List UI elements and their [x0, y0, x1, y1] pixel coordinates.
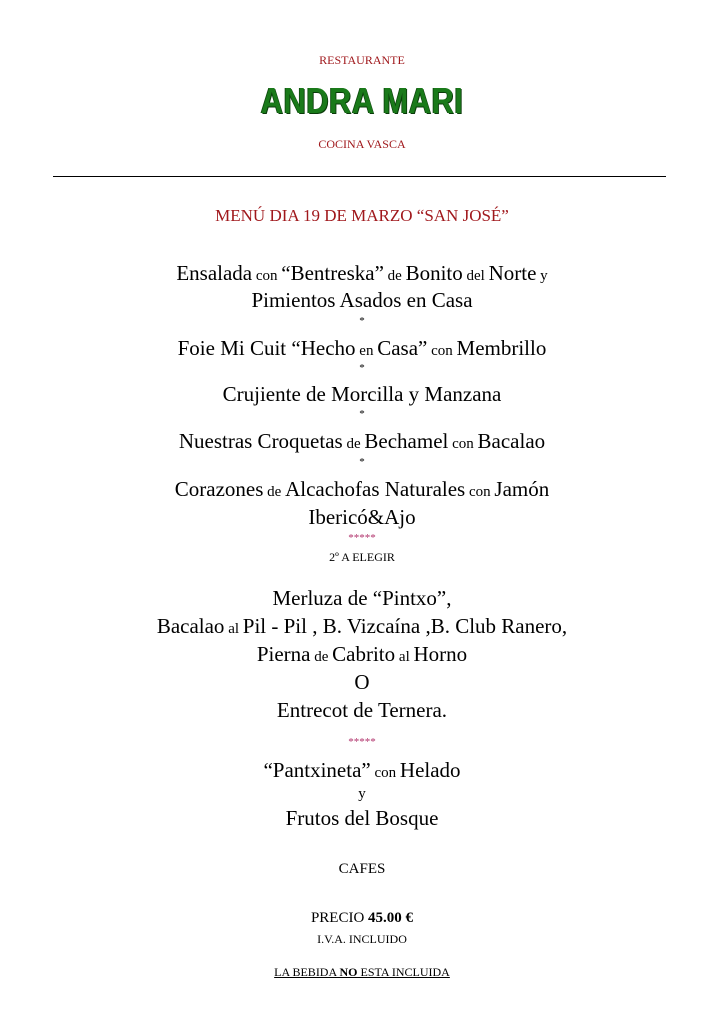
price-label: PRECIO — [310, 910, 369, 926]
separator-star: * — [359, 456, 365, 468]
section-divider-stars: ***** — [348, 532, 376, 544]
restaurant-subtitle: COCINA VASCA — [318, 137, 406, 151]
dessert-pantxineta: “Pantxineta” con Helado — [263, 758, 461, 782]
second-course-label: 2º A ELEGIR — [329, 550, 395, 564]
separator-star: * — [359, 362, 365, 374]
iva-note: I.V.A. INCLUIDO — [317, 932, 407, 946]
dessert-and: y — [358, 786, 366, 802]
cafes-label: CAFES — [338, 861, 386, 877]
dessert-frutos: Frutos del Bosque — [285, 806, 439, 830]
starter-corazones: Corazones de Alcachofas Naturales con Jamón — [174, 477, 550, 501]
main-pierna: Pierna de Cabrito al Horno — [256, 642, 468, 666]
main-or: O — [354, 670, 370, 694]
starter-croquetas: Nuestras Croquetas de Bechamel con Bacalao — [178, 429, 546, 453]
starter-corazones-line2: Ibericó&Ajo — [308, 505, 416, 529]
menu-title: MENÚ DIA 19 DE MARZO “SAN JOSÉ” — [215, 206, 509, 225]
separator-star: * — [359, 408, 365, 420]
starter-crujiente: Crujiente de Morcilla y Manzana — [222, 382, 502, 406]
section-divider-stars: ***** — [348, 736, 376, 748]
header-divider — [53, 176, 666, 177]
separator-star: * — [359, 315, 365, 327]
starter-ensalada: Ensalada con “Bentreska” de Bonito del Norte y — [176, 261, 548, 285]
starter-ensalada-line2: Pimientos Asados en Casa — [251, 288, 473, 312]
drink-note: LA BEBIDA NO ESTA INCLUIDA — [274, 965, 450, 979]
price-value: 45.00 € — [368, 910, 414, 926]
main-bacalao: Bacalao al Pil - Pil , B. Vizcaína ,B. Club Ranero, — [156, 614, 568, 638]
restaurant-logo: ANDRA MARI — [260, 80, 464, 121]
restaurant-pre-title: RESTAURANTE — [319, 53, 405, 67]
main-entrecot: Entrecot de Ternera. — [276, 698, 448, 722]
starter-foie: Foie Mi Cuit “Hecho en Casa” con Membrillo — [177, 336, 547, 360]
price-line — [0, 910, 724, 927]
main-merluza: Merluza de “Pintxo”, — [272, 586, 452, 610]
